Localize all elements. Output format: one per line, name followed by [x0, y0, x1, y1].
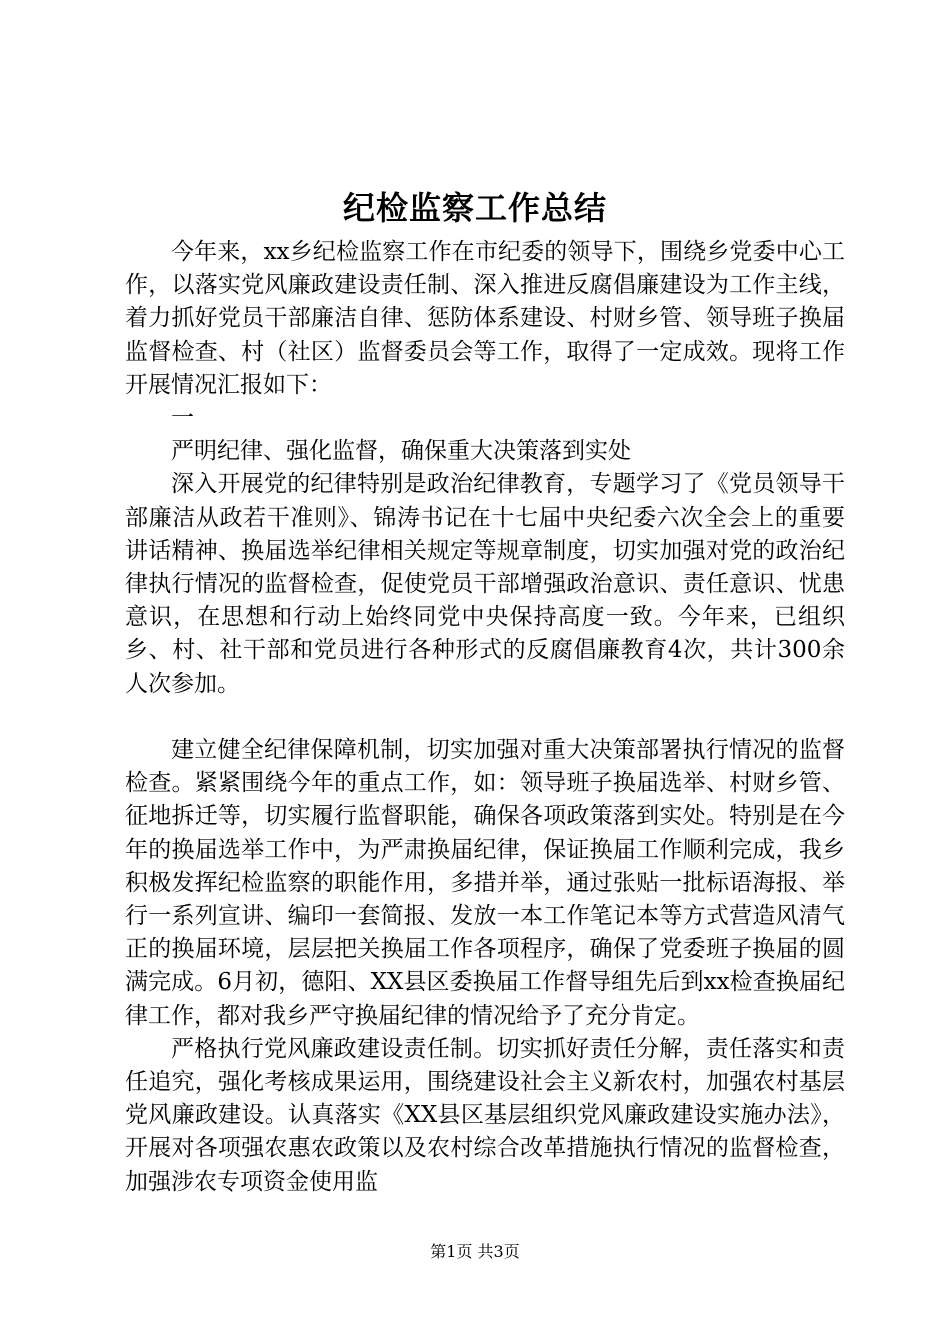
paragraph-intro: 今年来，xx乡纪检监察工作在市纪委的领导下，围绕乡党委中心工作，以落实党风廉政建设责任制、深入推进反腐倡廉建设为工作主线，着力抓好党员干部廉洁自律、惩防体系建设、村财乡管、领导班子换届监督检查、村（社区）监督委员会等工作，取得了一定成效。现将工作开展情况汇报如下：	[125, 239, 845, 398]
section-heading: 严明纪律、强化监督，确保重大决策落到实处	[171, 438, 631, 465]
section-number: 一	[171, 405, 194, 432]
document-body	[125, 236, 845, 1199]
page-title: 纪检监察工作总结	[342, 189, 607, 227]
blank-line	[125, 701, 845, 734]
paragraph-supervision-mechanism: 建立健全纪律保障机制，切实加强对重大决策部署执行情况的监督检查。紧紧围绕今年的重点工作，如：领导班子换届选举、村财乡管、征地拆迁等，切实履行监督职能，确保各项政策落到实处。特别是在今年的换届选举工作中，为严肃换届纪律，保证换届工作顺利完成，我乡积极发挥纪检监察的职能作用，多措并举，通过张贴一批标语海报、举行一系列宣讲、编印一套简报、发放一本工作笔记本等方式营造风清气正的换届环境，层层把关换届工作各项程序，确保了党委班子换届的圆满完成。6月初，德阳、XX县区委换届工作督导组先后到xx检查换届纪律工作，都对我乡严守换届纪律的情况给予了充分肯定。	[125, 737, 845, 1029]
paragraph-discipline-education: 深入开展党的纪律特别是政治纪律教育，专题学习了《党员领导干部廉洁从政若干准则》、锦涛书记在十七届中央纪委六次全会上的重要讲话精神、换届选举纪律相关规定等规章制度，切实加强对党的政治纪律执行情况的监督检查，促使党员干部增强政治意识、责任意识、忧患意识，在思想和行动上始终同党中央保持高度一致。今年来，已组织乡、村、社干部和党员进行各种形式的反腐倡廉教育4次，共计300余人次参加。	[125, 471, 845, 697]
page-footer: 第1页 共3页	[430, 1242, 520, 1261]
paragraph-responsibility-system: 严格执行党风廉政建设责任制。切实抓好责任分解，责任落实和责任追究，强化考核成果运用，围绕建设社会主义新农村，加强农村基层党风廉政建设。认真落实《XX县区基层组织党风廉政建设实施办法》，开展对各项强农惠农政策以及农村综合改革措施执行情况的监督检查，加强涉农专项资金使用监	[125, 1035, 845, 1195]
